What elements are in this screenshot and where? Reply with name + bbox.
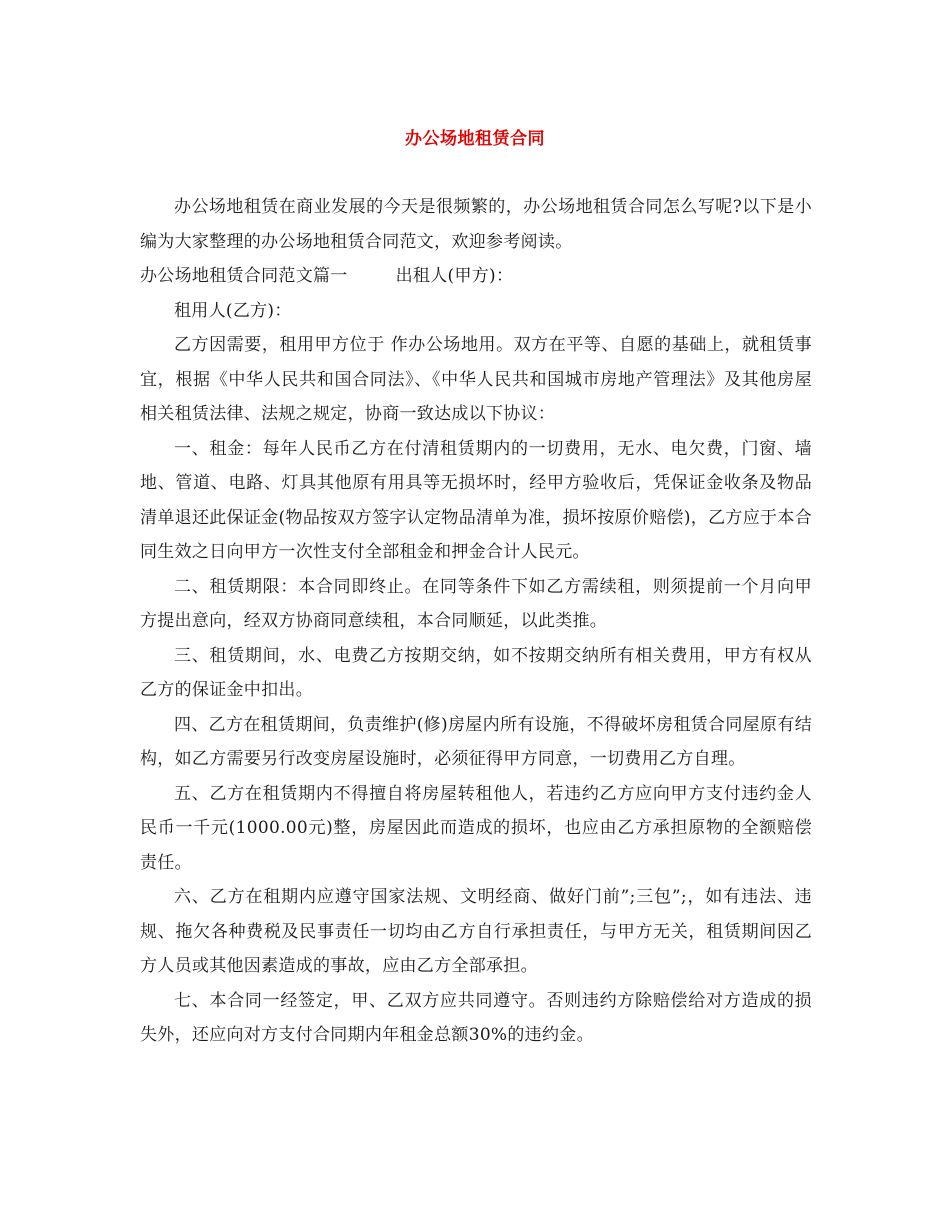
clause-5: 五、乙方在租赁期内不得擅自将房屋转租他人，若违约乙方应向甲方支付违约金人民币一千元(1000.00元)整，房屋因此而造成的损坏，也应由乙方承担原物的全额赔偿责任。 — [140, 783, 812, 873]
clause-6: 六、乙方在租期内应遵守国家法规、文明经商、做好门前”;三包”;，如有违法、违规、拖欠各种费税及民事责任一切均由乙方自行承担责任，与甲方无关，租赁期间因乙方人员或其他因素造成的事故，应由乙方全部承担。 — [140, 887, 812, 976]
intro-paragraph: 办公场地租赁在商业发展的今天是很频繁的，办公场地租赁合同怎么写呢?以下是小编为大家整理的办公场地租赁合同范文，欢迎参考阅读。 — [140, 197, 812, 252]
lessee-line: 租用人(乙方)： — [174, 300, 292, 321]
preamble-paragraph: 乙方因需要，租用甲方位于 作办公场地用。双方在平等、自愿的基础上，就租赁事宜，根据《中华人民共和国合同法》、《中华人民共和国城市房地产管理法》及其他房屋相关租赁法律、法规之规定，协商一致达成以下协议： — [140, 335, 812, 424]
clause-3: 三、租赁期间，水、电费乙方按期交纳，如不按期交纳所有相关费用，甲方有权从乙方的保证金中扣出。 — [140, 645, 812, 700]
section-heading: 办公场地租赁合同范文篇一 — [140, 266, 348, 286]
clause-4: 四、乙方在租赁期间，负责维护(修)房屋内所有设施，不得破坏房租赁合同屋原有结构，如乙方需要另行改变房屋设施时，必须征得甲方同意，一切费用乙方自理。 — [140, 714, 812, 769]
section-heading-line — [140, 259, 812, 294]
document-title: 办公场地租赁合同 — [405, 129, 545, 149]
clause-2: 二、租赁期限：本合同即终止。在同等条件下如乙方需续租，则须提前一个月向甲方提出意向，经双方协商同意续租，本合同顺延，以此类推。 — [140, 576, 812, 631]
lessor-line: 出租人(甲方)： — [395, 266, 514, 286]
document-body — [140, 190, 812, 1053]
clause-1: 一、租金：每年人民币乙方在付清租赁期内的一切费用，无水、电欠费，门窗、墙地、管道、电路、灯具其他原有用具等无损坏时，经甲方验收后，凭保证金收条及物品清单退还此保证金(物品按双方签字认定物品清单为准，损坏按原价赔偿)，乙方应于本合同生效之日向甲方一次性支付全部租金和押金合计人民元。 — [140, 438, 812, 562]
clause-7: 七、本合同一经签定，甲、乙双方应共同遵守。否则违约方除赔偿给对方造成的损失外，还应向对方支付合同期内年租金总额30%的违约金。 — [140, 990, 812, 1045]
